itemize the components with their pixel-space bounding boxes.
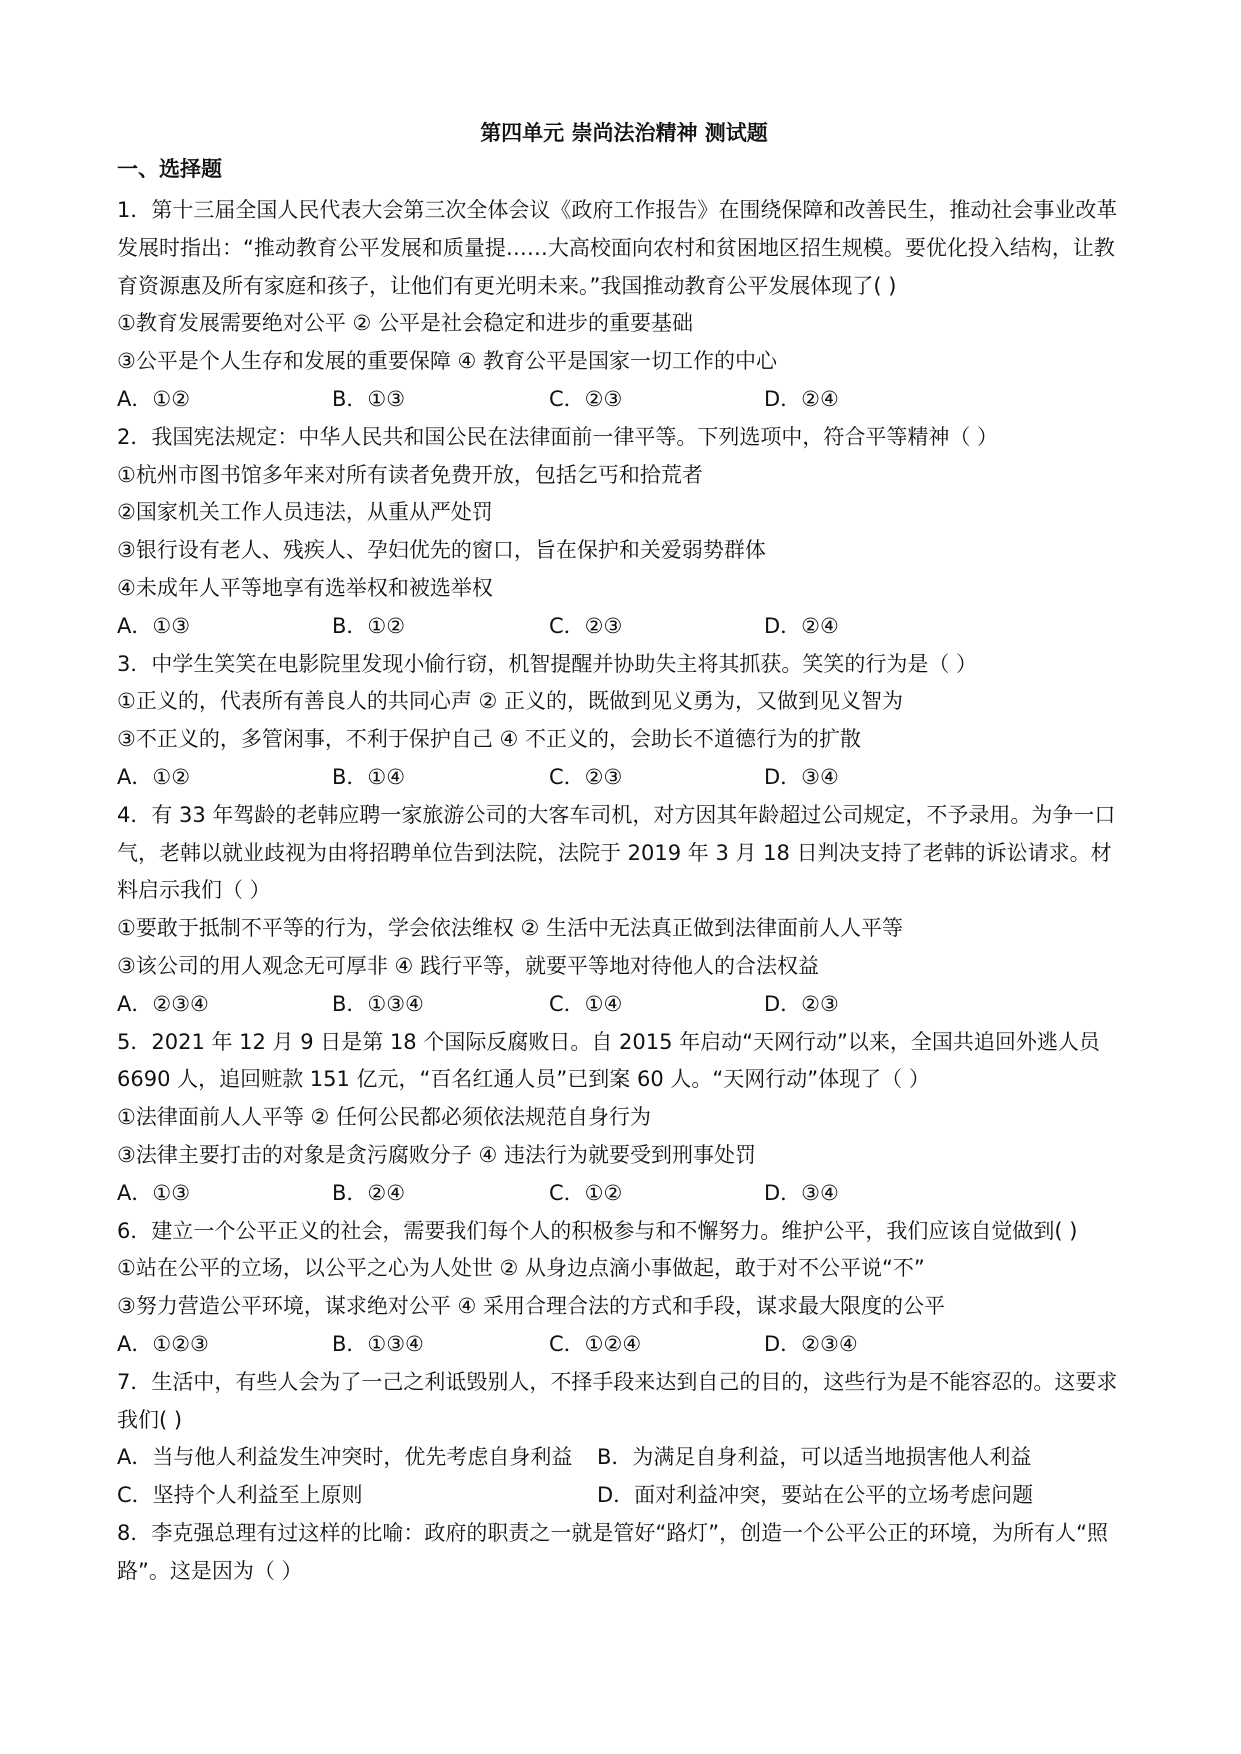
question-stem: 5．2021 年 12 月 9 日是第 18 个国际反腐败日。自 2015 年启动“天网行动”以来，全国共追回外逃人员 6690 人，追回赃款 151 亿元，“百名红通人员”已到案 60 人。“天网行动”体现了（ ） xyxy=(117,1029,1100,1092)
question-stem: 7．生活中，有些人会为了一己之利诋毁别人，不择手段来达到自己的目的，这些行为是不能容忍的。这要求我们( ) xyxy=(117,1369,1118,1432)
page-title: 第四单元 崇尚法治精神 测试题 xyxy=(480,121,768,145)
option-c[interactable]: C．①② xyxy=(549,1180,623,1205)
option-d[interactable]: D．面对利益冲突，要站在公平的立场考虑问题 xyxy=(597,1483,1034,1508)
option-d[interactable]: D．②③ xyxy=(764,991,839,1016)
statement-line: ③银行设有老人、残疾人、孕妇优先的窗口，旨在保护和关爱弱势群体 xyxy=(117,538,766,563)
statement-line: ①站在公平的立场，以公平之心为人处世 ② 从身边点滴小事做起，敢于对不公平说“不” xyxy=(117,1256,925,1281)
statement-line: ③努力营造公平环境，谋求绝对公平 ④ 采用合理合法的方式和手段，谋求最大限度的公平 xyxy=(117,1294,945,1319)
statement-line: ①正义的，代表所有善良人的共同心声 ② 正义的，既做到见义勇为，又做到见义智为 xyxy=(117,689,903,714)
option-row xyxy=(117,608,1131,646)
option-row xyxy=(117,381,1131,419)
option-c[interactable]: C．②③ xyxy=(549,613,623,638)
section-heading: 一、选择题 xyxy=(117,157,222,181)
statement-line: ①教育发展需要绝对公平 ② 公平是社会稳定和进步的重要基础 xyxy=(117,311,694,336)
option-row xyxy=(117,1439,1131,1477)
option-a[interactable]: A．①②③ xyxy=(117,1331,209,1356)
option-b[interactable]: B．①④ xyxy=(332,764,406,789)
statement-line: ③公平是个人生存和发展的重要保障 ④ 教育公平是国家一切工作的中心 xyxy=(117,349,778,374)
option-b[interactable]: B．①② xyxy=(332,613,406,638)
option-d[interactable]: D．②③④ xyxy=(764,1331,858,1356)
option-c[interactable]: C．①②④ xyxy=(549,1331,642,1356)
option-b[interactable]: B．①③④ xyxy=(332,1331,424,1356)
option-row xyxy=(117,986,1131,1024)
question-stem: 8．李克强总理有过这样的比喻：政府的职责之一就是管好“路灯”，创造一个公平公正的环境，为所有人“照路”。这是因为（ ） xyxy=(117,1520,1108,1583)
option-a[interactable]: A．①② xyxy=(117,386,191,411)
option-a[interactable]: A．①③ xyxy=(117,1180,191,1205)
option-b[interactable]: B．②④ xyxy=(332,1180,406,1205)
statement-line: ②国家机关工作人员违法，从重从严处罚 xyxy=(117,500,493,525)
option-b[interactable]: B．为满足自身利益，可以适当地损害他人利益 xyxy=(597,1445,1032,1470)
option-d[interactable]: D．②④ xyxy=(764,386,839,411)
option-c[interactable]: C．①④ xyxy=(549,991,623,1016)
option-b[interactable]: B．①③④ xyxy=(332,991,424,1016)
statement-line: ④未成年人平等地享有选举权和被选举权 xyxy=(117,575,493,600)
option-a[interactable]: A．当与他人利益发生冲突时，优先考虑自身利益 xyxy=(117,1445,573,1470)
option-d[interactable]: D．②④ xyxy=(764,613,839,638)
option-c[interactable]: C．坚持个人利益至上原则 xyxy=(117,1483,363,1508)
option-a[interactable]: A．②③④ xyxy=(117,991,209,1016)
option-d[interactable]: D．③④ xyxy=(764,1180,839,1205)
statement-line: ③不正义的，多管闲事，不利于保护自己 ④ 不正义的，会助长不道德行为的扩散 xyxy=(117,727,861,752)
option-c[interactable]: C．②③ xyxy=(549,386,623,411)
option-row xyxy=(117,759,1131,797)
statement-line: ①杭州市图书馆多年来对所有读者免费开放，包括乞丐和拾荒者 xyxy=(117,462,703,487)
statement-line: ①法律面前人人平等 ② 任何公民都必须依法规范自身行为 xyxy=(117,1105,652,1130)
question-stem: 2．我国宪法规定：中华人民共和国公民在法律面前一律平等。下列选项中，符合平等精神（ ） xyxy=(117,424,999,449)
option-row xyxy=(117,1175,1131,1213)
option-row xyxy=(117,1326,1131,1364)
option-d[interactable]: D．③④ xyxy=(764,764,839,789)
option-b[interactable]: B．①③ xyxy=(332,386,406,411)
question-stem: 1．第十三届全国人民代表大会第三次全体会议《政府工作报告》在围绕保障和改善民生，推动社会事业改革发展时指出：“推动教育公平发展和质量提……大高校面向农村和贫困地区招生规模。要优化投入结构，让教育资源惠及所有家庭和孩子，让他们有更光明未来。”我国推动教育公平发展体现了( ) xyxy=(117,198,1118,298)
question-stem: 6．建立一个公平正义的社会，需要我们每个人的积极参与和不懈努力。维护公平，我们应该自觉做到( ) xyxy=(117,1218,1078,1243)
option-row xyxy=(117,1477,1131,1515)
option-c[interactable]: C．②③ xyxy=(549,764,623,789)
statement-line: ①要敢于抵制不平等的行为，学会依法维权 ② 生活中无法真正做到法律面前人人平等 xyxy=(117,916,903,941)
option-a[interactable]: A．①③ xyxy=(117,613,191,638)
question-stem: 3．中学生笑笑在电影院里发现小偷行窃，机智提醒并协助失主将其抓获。笑笑的行为是（ ） xyxy=(117,651,978,676)
question-stem: 4．有 33 年驾龄的老韩应聘一家旅游公司的大客车司机，对方因其年龄超过公司规定，不予录用。为争一口气，老韩以就业歧视为由将招聘单位告到法院，法院于 2019 年 3 月 18 日判决支持了老韩的诉讼请求。材料启示我们（ ） xyxy=(117,802,1116,903)
statement-line: ③该公司的用人观念无可厚非 ④ 践行平等，就要平等地对待他人的合法权益 xyxy=(117,953,820,978)
statement-line: ③法律主要打击的对象是贪污腐败分子 ④ 违法行为就要受到刑事处罚 xyxy=(117,1142,757,1167)
option-a[interactable]: A．①② xyxy=(117,764,191,789)
